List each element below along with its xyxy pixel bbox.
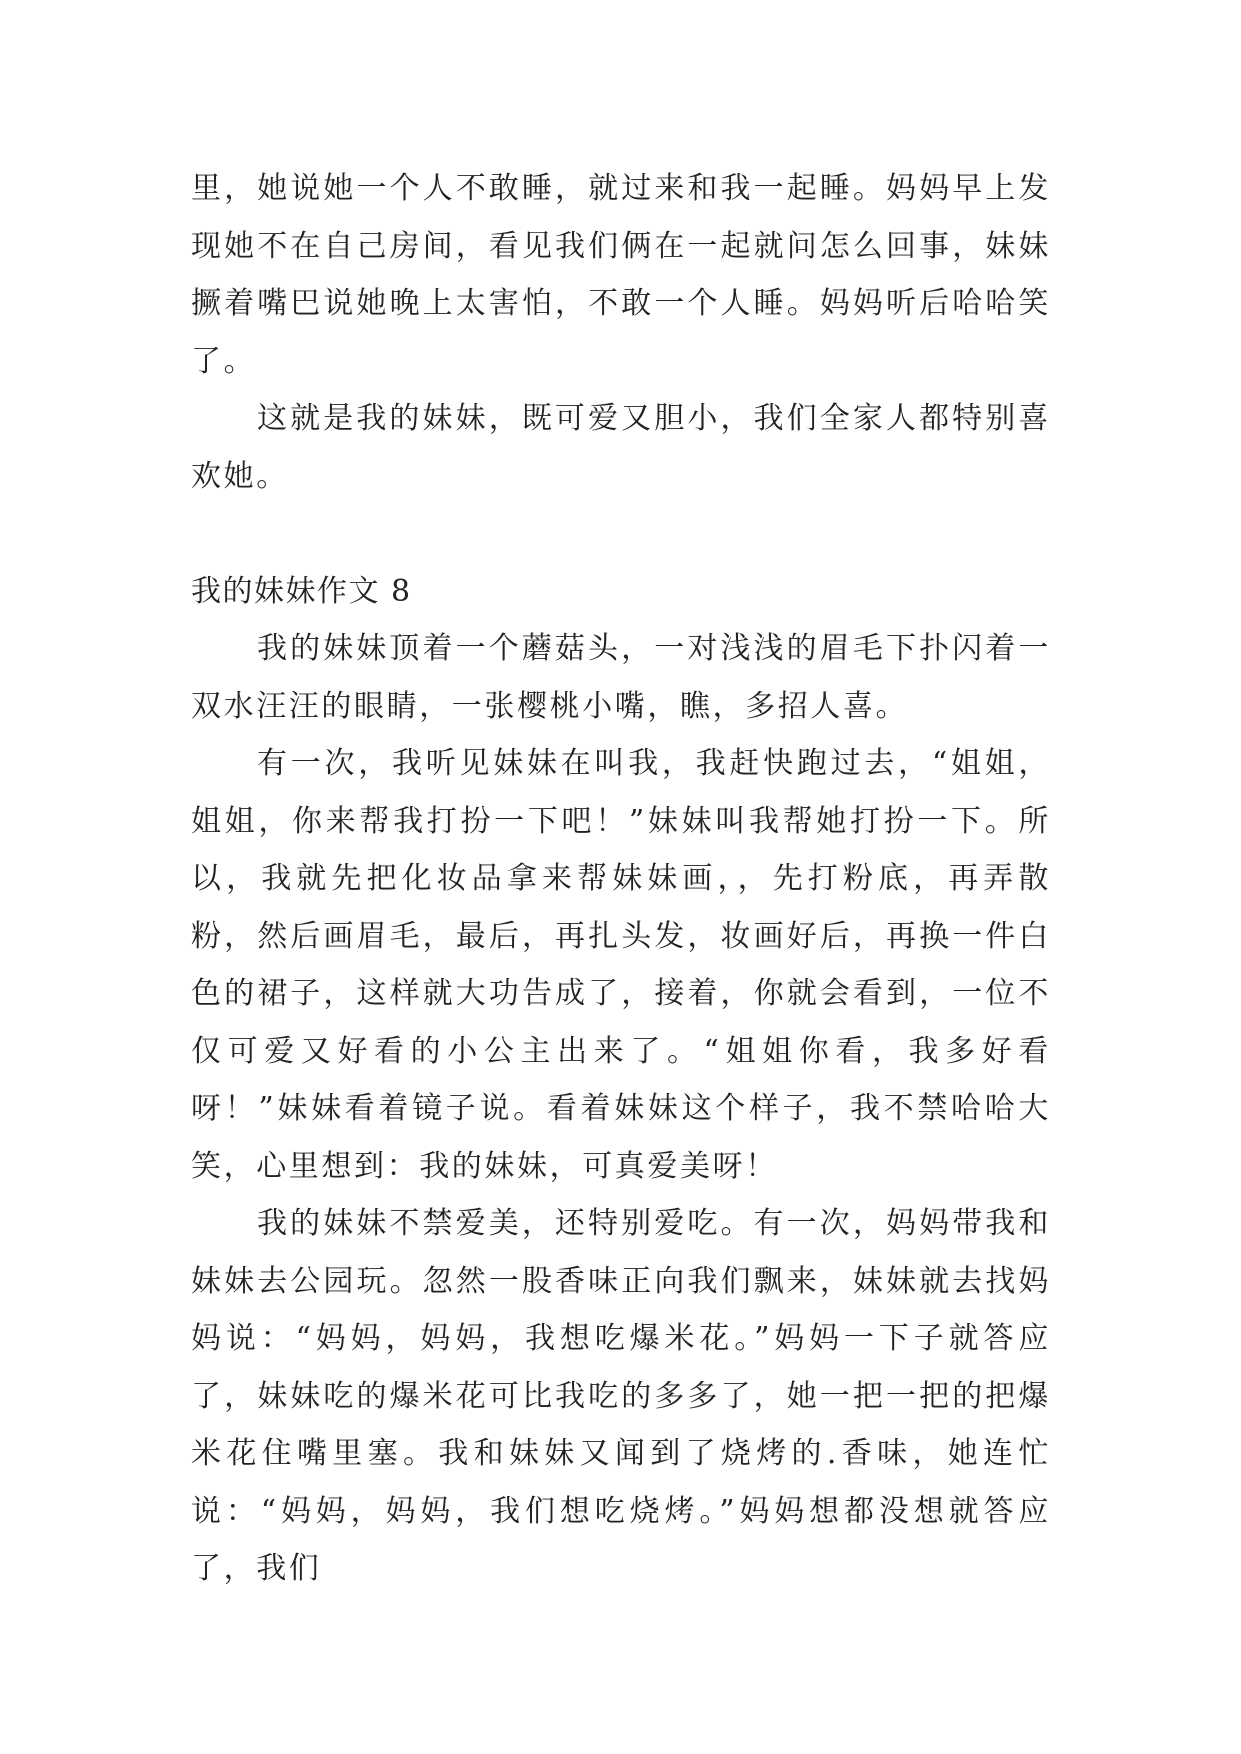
paragraph-appearance: 我的妹妹顶着一个蘑菇头，一对浅浅的眉毛下扑闪着一双水汪汪的眼睛，一张樱桃小嘴，瞧，多招人喜。 <box>191 631 1051 724</box>
document-page <box>191 160 1051 1598</box>
paragraph-food: 我的妹妹不禁爱美，还特别爱吃。有一次，妈妈带我和妹妹去公园玩。忽然一股香味正向我们飘来，妹妹就去找妈妈说：“妈妈，妈妈，我想吃爆米花。”妈妈一下子就答应了，妹妹吃的爆米花可比我吃的多多了，她一把一把的把爆米花住嘴里塞。我和妹妹又闻到了烧烤的.香味，她连忙说：“妈妈，妈妈，我们想吃烧烤。”妈妈想都没想就答应了，我们 <box>191 1206 1051 1586</box>
paragraph-continued: 里，她说她一个人不敢睡，就过来和我一起睡。妈妈早上发现她不在自己房间，看见我们俩在一起就问怎么回事，妹妹撅着嘴巴说她晚上太害怕，不敢一个人睡。妈妈听后哈哈笑了。 <box>191 171 1051 379</box>
section-spacer <box>191 505 1051 563</box>
paragraph-dress-up: 有一次，我听见妹妹在叫我，我赶快跑过去，“姐姐，姐姐，你来帮我打扮一下吧！”妹妹叫我帮她打扮一下。所以，我就先把化妆品拿来帮妹妹画，，先打粉底，再弄散粉，然后画眉毛，最后，再扎头发，妆画好后，再换一件白色的裙子，这样就大功告成了，接着，你就会看到，一位不仅可爱又好看的小公主出来了。“姐姐你看，我多好看呀！”妹妹看着镜子说。看着妹妹这个样子，我不禁哈哈大笑，心里想到：我的妹妹，可真爱美呀！ <box>191 746 1051 1184</box>
paragraph-closing: 这就是我的妹妹，既可爱又胆小，我们全家人都特别喜欢她。 <box>191 401 1051 494</box>
section-title: 我的妹妹作文 8 <box>191 573 412 609</box>
